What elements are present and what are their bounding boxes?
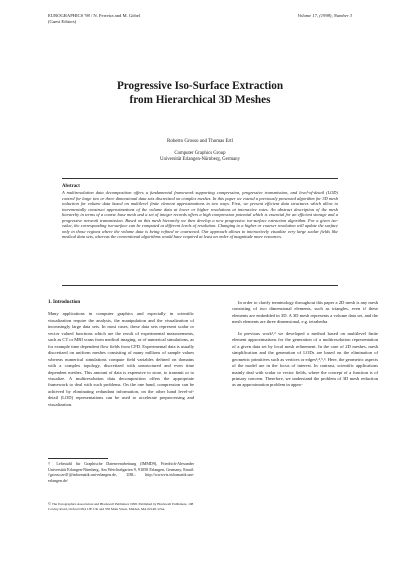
affiliation-university: Universität Erlangen-Nürnberg, Germany: [160, 157, 240, 163]
abstract-heading: Abstract: [62, 184, 80, 189]
author-list: Roberto Grosso and Thomas Ertl: [166, 139, 233, 144]
copyright-text: The Eurographics Association and Blackwell Publishers 1998. Published by Blackwell Publishers, 108 Cowley Road, Oxford OX4 1JF, UK and 350 Main Street, Malden, MA 02148, USA.: [48, 502, 194, 511]
intro-paragraph-1: Many applications in computer graphics and especially in scientific visualization require the analysis, the manipulation and the visualization of increasingly large data sets. In most cases, these data sets represent scalar or vector valued functions which are the result of experimental measurements, such as CT or MRI scans from medical imaging, or of numerical simulations, as for example time dependent flow fields from CFD. Experimental data is usually discretized on uniform meshes consisting of many millions of sample values whereas numerical simulations compute field variables defined on domains with a complex topology, discretized with unstructured and even time dependent meshes. This amount of data is expensive to store, to transmit or to visualize. A multiresolution data decomposition offers the appropriate framework to deal with such problems. On the one hand, compression can be achieved by eliminating redundant information, on the other hand level-of-detail (LOD) representations can be used to accelerate preprocessing and visualization.: [48, 311, 194, 407]
paper-title: [30, 80, 370, 107]
title-line-1: Progressive Iso-Surface Extraction: [116, 80, 284, 92]
left-column: [48, 300, 194, 413]
running-header-left: [48, 13, 218, 25]
abstract-bottom-rule: [62, 285, 338, 286]
affiliation: [30, 151, 370, 163]
title-line-2: from Hierarchical 3D Meshes: [129, 93, 271, 106]
copyright-symbol: ©: [48, 501, 52, 506]
copyright-notice: [48, 502, 194, 511]
conference-line: EUROGRAPHICS '98 / N. Ferreira and M. Göbel: [48, 13, 141, 18]
volume-line: Volume 17, (1998), Number 3: [297, 13, 352, 18]
running-header-right: [202, 13, 352, 19]
right-column: [232, 300, 378, 394]
affiliation-group: Computer Graphics Group: [174, 151, 226, 156]
author-footnote: † Lehrstuhl für Graphische Datenverarbeitung (IMMD9), Friedrich-Alexander Universität Erlangen-Nürnberg, Am Weichselgarten 9, 91058 Erlangen, Germany, Email: {grosso,ertl}@informatik.uni-erlangen.de, URL: http://wwwvis.informatik.uni-erlangen.de/: [48, 461, 194, 483]
editors-line: (Guest Editors): [48, 19, 77, 24]
abstract-text: A multiresolution data decomposition offers a fundamental framework supporting compression, progressive transmission, and level-of-detail (LOD) control for large two or three dimensional data sets discretized on complex meshes. In this paper we extend a previously presented algorithm for 3D mesh reduction for volume data based on multilevel finite element approximations in two ways. First, we present efficient data structures which allow to incrementally construct approximations of the volume data at lower or higher resolutions at interactive rates. An abstract description of the mesh hierarchy in terms of a coarse base mesh and a set of integer records offers a high compression potential which is essential for an efficient storage and a progressive network transmission. Based on this mesh hierarchy we then develop a new progressive iso-surface extraction algorithm. For a given iso-value, the corresponding iso-surface can be computed at different levels of resolution. Changing to a higher or coarser resolution will update the surface only in those regions where the volume data is being refined or coarsened. Our approach allows to interactively visualize very large scalar fields like medical data sets, whereas the conventional algorithms would have required at least an order of magnitude more resources.: [62, 190, 338, 240]
intro-paragraph-2: In order to clarify terminology throughout this paper a 2D mesh is any mesh consisting of two dimensional elements, such as triangles, even if these elements are embedded in 3D. A 3D mesh represents a volume data set, and the mesh elements are three dimensional, e.g. tetrahedra.: [232, 300, 378, 325]
abstract-top-rule: [62, 178, 338, 179]
footnote-rule: [48, 458, 108, 459]
section-heading-introduction: 1. Introduction: [48, 300, 81, 305]
intro-paragraph-3: In previous work¹,² we developed a method based on multilevel finite element approximations for the generation of a multiresolution representation of a given data set by local mesh refinement. In the case of 2D meshes, mesh simplification and the generation of LODs are based on the elimination of geometric primitives such as vertices or edges³,⁴,⁵,⁶. Here, the geometric aspects of the model are in the focus of interest. In contrast, scientific applications mainly deal with scalar or vector fields, where the concept of a function is of primary concern. Therefore, we understand the problem of 3D mesh reduction as an approximation problem in appro-: [232, 330, 378, 388]
